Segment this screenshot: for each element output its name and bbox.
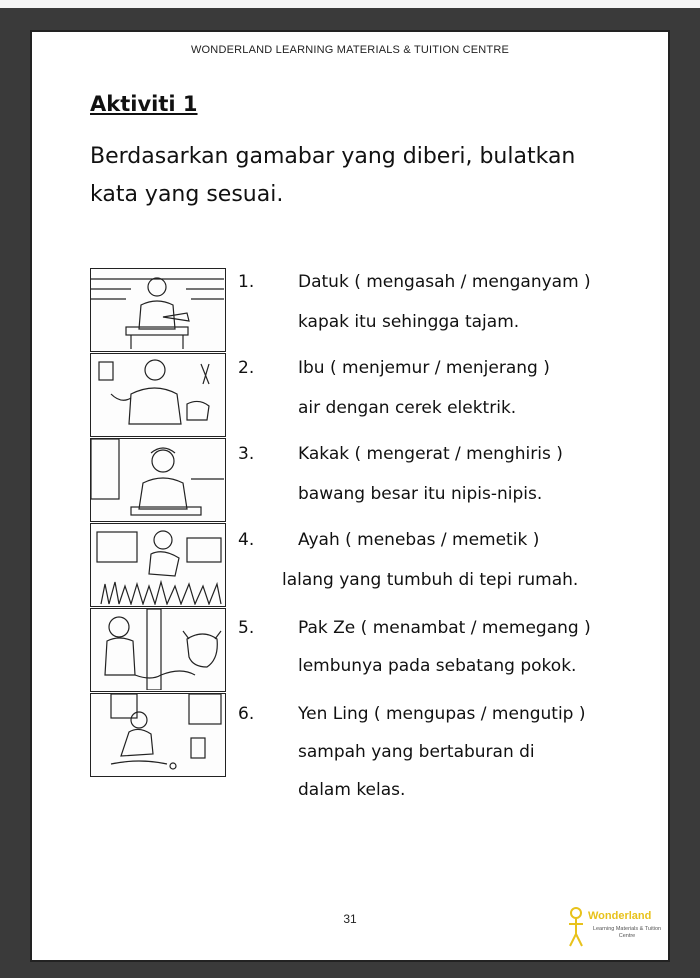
item-line: sampah yang bertaburan di [298,742,535,762]
man-cutting-grass-icon [90,523,226,607]
man-tying-cow-icon [90,608,226,692]
page-number: 31 [343,912,357,926]
item-line: bawang besar itu nipis-nipis. [298,484,543,504]
item-line: Kakak ( mengerat / menghiris ) [298,444,563,464]
item-number: 2. [238,358,255,378]
logo-brand: Wonderland [588,910,652,922]
item-line: kapak itu sehingga tajam. [298,312,520,332]
item-number: 4. [238,530,255,550]
logo-figure-icon [566,906,586,950]
item-number: 5. [238,618,255,638]
girl-slicing-onion-icon [90,438,226,522]
item-line: dalam kelas. [298,780,406,800]
logo-subtitle: Learning Materials & Tuition Centre [592,926,662,939]
activity-title: Aktiviti 1 [90,92,198,116]
item-number: 3. [238,444,255,464]
worksheet-page [30,30,670,962]
item-line: lalang yang tumbuh di tepi rumah. [282,570,579,590]
item-line: Ibu ( menjemur / menjerang ) [298,358,550,378]
man-sharpening-axe-icon [90,268,226,352]
top-strip [0,0,700,8]
item-number: 6. [238,704,255,724]
item-line: Ayah ( menebas / memetik ) [298,530,540,550]
item-line: Yen Ling ( mengupas / mengutip ) [298,704,586,724]
instruction-line-2: kata yang sesuai. [90,182,284,207]
item-line: Datuk ( mengasah / menganyam ) [298,272,591,292]
girl-picking-rubbish-icon [90,693,226,777]
activity-instruction [90,138,650,214]
centre-header: WONDERLAND LEARNING MATERIALS & TUITION CENTRE [190,44,510,56]
woman-with-kettle-icon [90,353,226,437]
item-line: lembunya pada sebatang pokok. [298,656,577,676]
item-line: air dengan cerek elektrik. [298,398,517,418]
wonderland-logo [566,906,666,952]
instruction-line-1: Berdasarkan gamabar yang diberi, bulatkan [90,144,576,169]
item-line: Pak Ze ( menambat / memegang ) [298,618,591,638]
picture-column [90,268,228,778]
item-number: 1. [238,272,255,292]
